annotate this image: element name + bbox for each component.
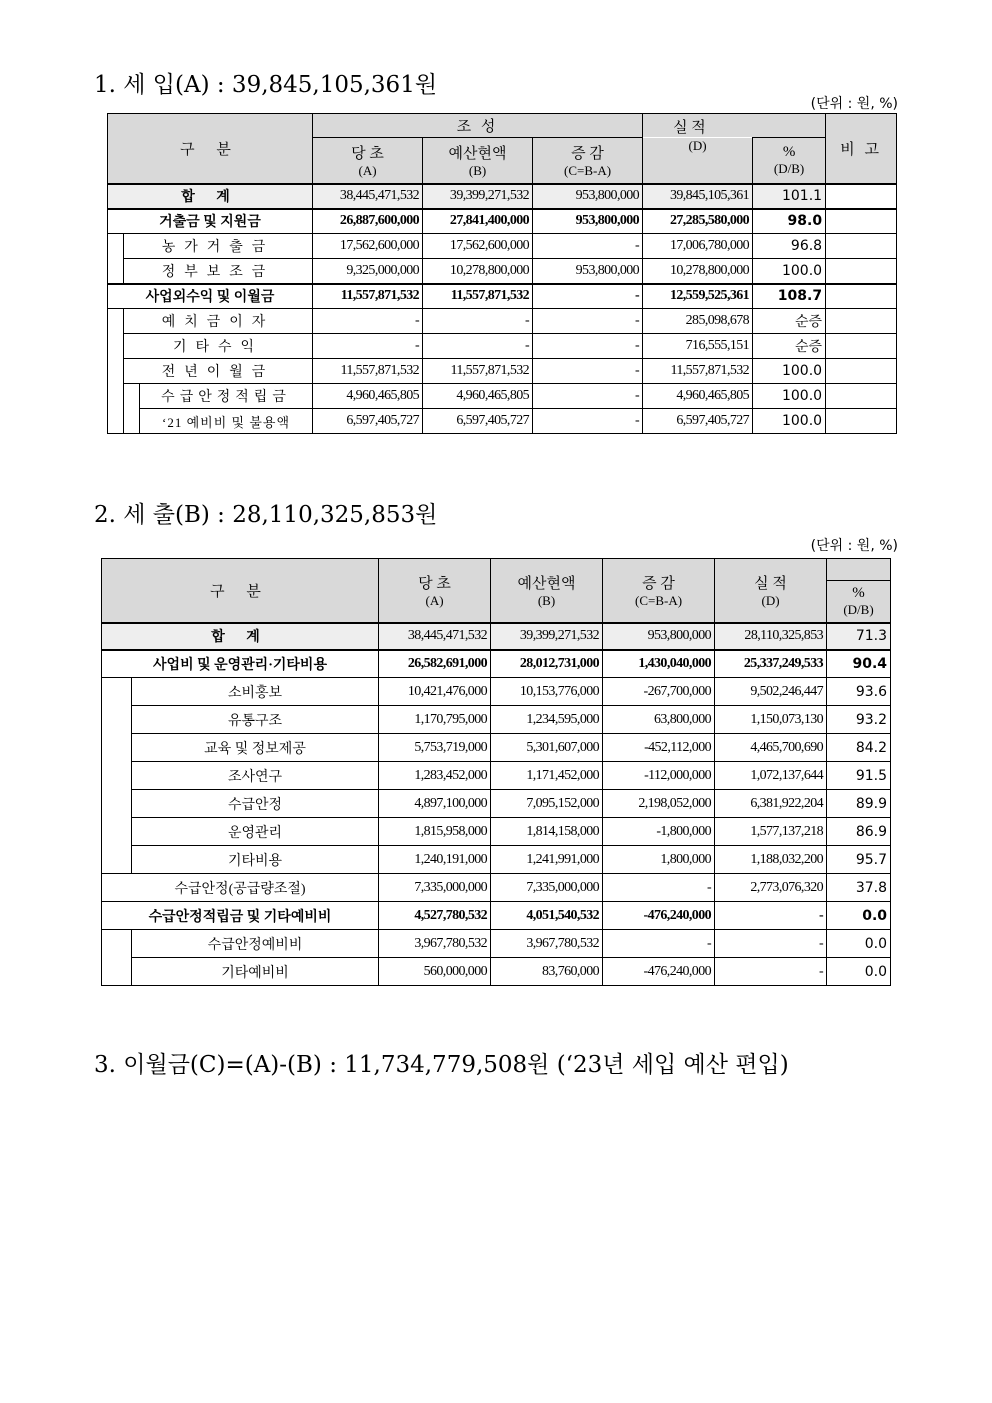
cell-change: - bbox=[533, 384, 643, 409]
table-row bbox=[108, 234, 897, 259]
cell-initial: - bbox=[313, 334, 423, 359]
cell-actual: 1,188,032,200 bbox=[715, 846, 827, 874]
cell-initial: 17,562,600,000 bbox=[313, 234, 423, 259]
cell-initial: 4,897,100,000 bbox=[379, 790, 491, 818]
cell-current: 39,399,271,532 bbox=[423, 184, 533, 209]
cell-current: - bbox=[423, 309, 533, 334]
cell-initial: 11,557,871,532 bbox=[313, 284, 423, 309]
row-label: 조사연구 bbox=[132, 762, 379, 790]
table-row bbox=[102, 902, 891, 930]
cell-pct: 86.9 bbox=[827, 818, 891, 846]
cell-change: 1,430,040,000 bbox=[603, 650, 715, 678]
cell-pct: 91.5 bbox=[827, 762, 891, 790]
header-current: 예산현액 (B) bbox=[423, 138, 533, 184]
cell-current: 10,278,800,000 bbox=[423, 259, 533, 284]
cell-current: 1,171,452,000 bbox=[491, 762, 603, 790]
cell-actual: 716,555,151 bbox=[643, 334, 753, 359]
cell-actual: 4,960,465,805 bbox=[643, 384, 753, 409]
cell-change: 953,800,000 bbox=[533, 184, 643, 209]
cell-initial: 1,240,191,000 bbox=[379, 846, 491, 874]
row-label: 유통구조 bbox=[132, 706, 379, 734]
header-current: 예산현액 (B) bbox=[491, 559, 603, 623]
table-row bbox=[102, 846, 891, 874]
cell-change: - bbox=[533, 234, 643, 259]
cell-change: - bbox=[533, 309, 643, 334]
cell-note bbox=[826, 384, 897, 409]
cell-pct: 90.4 bbox=[827, 650, 891, 678]
cell-current: 7,095,152,000 bbox=[491, 790, 603, 818]
header-category: 구 분 bbox=[108, 114, 313, 184]
cell-change: -476,240,000 bbox=[603, 902, 715, 930]
cell-current: 4,960,465,805 bbox=[423, 384, 533, 409]
table-row bbox=[102, 874, 891, 902]
cell-pct: 0.0 bbox=[827, 958, 891, 986]
cell-actual: 6,381,922,204 bbox=[715, 790, 827, 818]
cell-current: 1,234,595,000 bbox=[491, 706, 603, 734]
cell-pct: 100.0 bbox=[753, 259, 826, 284]
cell-change: 63,800,000 bbox=[603, 706, 715, 734]
indent-cell bbox=[108, 234, 124, 284]
cell-note bbox=[826, 409, 897, 434]
table-row bbox=[108, 409, 897, 434]
cell-initial: 1,815,958,000 bbox=[379, 818, 491, 846]
table-row bbox=[102, 650, 891, 678]
cell-pct: 순증 bbox=[753, 309, 826, 334]
table-row bbox=[108, 359, 897, 384]
cell-current: 1,814,158,000 bbox=[491, 818, 603, 846]
cell-pct: 98.0 bbox=[753, 209, 826, 234]
row-label: 수급안정적립금 및 기타예비비 bbox=[102, 902, 379, 930]
cell-actual: 28,110,325,853 bbox=[715, 623, 827, 650]
cell-pct: 0.0 bbox=[827, 902, 891, 930]
row-label: 수급안정 bbox=[132, 790, 379, 818]
row-label: 농가거출금 bbox=[124, 234, 313, 259]
section2-unit: (단위 : 원, %) bbox=[810, 538, 898, 554]
cell-change: 2,198,052,000 bbox=[603, 790, 715, 818]
row-label: 수급안정적립금 bbox=[140, 384, 313, 409]
table-row bbox=[102, 678, 891, 706]
cell-current: 6,597,405,727 bbox=[423, 409, 533, 434]
table-row bbox=[102, 930, 891, 958]
cell-actual: 1,150,073,130 bbox=[715, 706, 827, 734]
header-note: 비 고 bbox=[826, 114, 897, 184]
cell-change: - bbox=[533, 284, 643, 309]
cell-initial: 4,960,465,805 bbox=[313, 384, 423, 409]
cell-pct: 100.0 bbox=[753, 384, 826, 409]
revenue-table bbox=[107, 113, 897, 434]
cell-pct: 100.0 bbox=[753, 359, 826, 384]
cell-pct: 89.9 bbox=[827, 790, 891, 818]
cell-pct: 71.3 bbox=[827, 623, 891, 650]
cell-pct: 84.2 bbox=[827, 734, 891, 762]
row-label: 기타예비비 bbox=[132, 958, 379, 986]
cell-current: 83,760,000 bbox=[491, 958, 603, 986]
cell-actual: 4,465,700,690 bbox=[715, 734, 827, 762]
row-label: 합 계 bbox=[102, 623, 379, 650]
cell-actual: 12,559,525,361 bbox=[643, 284, 753, 309]
cell-note bbox=[826, 284, 897, 309]
cell-initial: 4,527,780,532 bbox=[379, 902, 491, 930]
cell-current: 28,012,731,000 bbox=[491, 650, 603, 678]
cell-actual: 1,072,137,644 bbox=[715, 762, 827, 790]
cell-current: 11,557,871,532 bbox=[423, 359, 533, 384]
row-label: 사업외수익 및 이월금 bbox=[108, 284, 313, 309]
cell-actual: - bbox=[715, 902, 827, 930]
table-row bbox=[102, 818, 891, 846]
cell-change: -1,800,000 bbox=[603, 818, 715, 846]
row-label: 수급안정예비비 bbox=[132, 930, 379, 958]
header-category: 구 분 bbox=[102, 559, 379, 623]
cell-initial: 26,887,600,000 bbox=[313, 209, 423, 234]
row-label: 합 계 bbox=[108, 184, 313, 209]
cell-change: 953,800,000 bbox=[603, 623, 715, 650]
cell-initial: 1,283,452,000 bbox=[379, 762, 491, 790]
table-row bbox=[102, 706, 891, 734]
cell-initial: - bbox=[313, 309, 423, 334]
table-row bbox=[102, 958, 891, 986]
cell-pct: 100.0 bbox=[753, 409, 826, 434]
section2-heading: 2. 세 출(B) : 28,110,325,853원 bbox=[94, 502, 438, 528]
cell-note bbox=[826, 334, 897, 359]
cell-pct: 93.6 bbox=[827, 678, 891, 706]
header-pct-spacer bbox=[827, 559, 891, 581]
cell-change: - bbox=[533, 334, 643, 359]
header-composition: 조 성 bbox=[313, 114, 643, 138]
cell-pct: 108.7 bbox=[753, 284, 826, 309]
cell-current: 7,335,000,000 bbox=[491, 874, 603, 902]
row-label: 소비홍보 bbox=[132, 678, 379, 706]
table-row bbox=[108, 309, 897, 334]
cell-pct: 순증 bbox=[753, 334, 826, 359]
row-label: 거출금 및 지원금 bbox=[108, 209, 313, 234]
cell-pct: 96.8 bbox=[753, 234, 826, 259]
cell-initial: 560,000,000 bbox=[379, 958, 491, 986]
row-label: ‘21 예비비 및 불용액 bbox=[140, 409, 313, 434]
cell-current: 5,301,607,000 bbox=[491, 734, 603, 762]
table-row bbox=[108, 184, 897, 209]
cell-change: 1,800,000 bbox=[603, 846, 715, 874]
cell-initial: 6,597,405,727 bbox=[313, 409, 423, 434]
header-initial: 당 초 (A) bbox=[313, 138, 423, 184]
cell-actual: 25,337,249,533 bbox=[715, 650, 827, 678]
cell-pct: 101.1 bbox=[753, 184, 826, 209]
row-label: 기타비용 bbox=[132, 846, 379, 874]
table-row bbox=[102, 762, 891, 790]
cell-actual: 9,502,246,447 bbox=[715, 678, 827, 706]
cell-actual: 11,557,871,532 bbox=[643, 359, 753, 384]
table-row bbox=[102, 790, 891, 818]
cell-actual: 27,285,580,000 bbox=[643, 209, 753, 234]
table-row bbox=[102, 734, 891, 762]
cell-pct: 37.8 bbox=[827, 874, 891, 902]
cell-pct: 95.7 bbox=[827, 846, 891, 874]
cell-initial: 26,582,691,000 bbox=[379, 650, 491, 678]
cell-current: 17,562,600,000 bbox=[423, 234, 533, 259]
cell-initial: 11,557,871,532 bbox=[313, 359, 423, 384]
cell-change: - bbox=[603, 930, 715, 958]
row-label: 운영관리 bbox=[132, 818, 379, 846]
table-row bbox=[102, 623, 891, 650]
cell-change: -476,240,000 bbox=[603, 958, 715, 986]
header-change: 증 감 (C=B-A) bbox=[603, 559, 715, 623]
cell-current: 39,399,271,532 bbox=[491, 623, 603, 650]
row-label: 사업비 및 운영관리·기타비용 bbox=[102, 650, 379, 678]
cell-current: 4,051,540,532 bbox=[491, 902, 603, 930]
cell-note bbox=[826, 309, 897, 334]
row-label: 예치금이자 bbox=[124, 309, 313, 334]
cell-change: -112,000,000 bbox=[603, 762, 715, 790]
row-label: 기타수익 bbox=[124, 334, 313, 359]
header-actual-sub: (D) bbox=[643, 138, 753, 184]
table-row bbox=[108, 384, 897, 409]
cell-initial: 5,753,719,000 bbox=[379, 734, 491, 762]
indent-cell bbox=[124, 384, 140, 434]
cell-note bbox=[826, 209, 897, 234]
cell-initial: 7,335,000,000 bbox=[379, 874, 491, 902]
row-label: 정부보조금 bbox=[124, 259, 313, 284]
cell-actual: - bbox=[715, 930, 827, 958]
header-change: 증 감 (C=B-A) bbox=[533, 138, 643, 184]
cell-current: - bbox=[423, 334, 533, 359]
cell-initial: 9,325,000,000 bbox=[313, 259, 423, 284]
section1-unit: (단위 : 원, %) bbox=[810, 96, 898, 112]
cell-actual: 6,597,405,727 bbox=[643, 409, 753, 434]
cell-pct: 93.2 bbox=[827, 706, 891, 734]
cell-actual: 17,006,780,000 bbox=[643, 234, 753, 259]
cell-change: -452,112,000 bbox=[603, 734, 715, 762]
table-row bbox=[108, 334, 897, 359]
header-actual: 실 적 (D) bbox=[715, 559, 827, 623]
cell-note bbox=[826, 234, 897, 259]
cell-note bbox=[826, 259, 897, 284]
cell-actual: 39,845,105,361 bbox=[643, 184, 753, 209]
cell-actual: 10,278,800,000 bbox=[643, 259, 753, 284]
cell-change: - bbox=[533, 359, 643, 384]
cell-current: 10,153,776,000 bbox=[491, 678, 603, 706]
cell-initial: 10,421,476,000 bbox=[379, 678, 491, 706]
cell-initial: 3,967,780,532 bbox=[379, 930, 491, 958]
table-row bbox=[108, 284, 897, 309]
cell-initial: 1,170,795,000 bbox=[379, 706, 491, 734]
cell-change: 953,800,000 bbox=[533, 209, 643, 234]
indent-cell bbox=[108, 309, 124, 434]
cell-note bbox=[826, 359, 897, 384]
header-actual: 실 적 bbox=[643, 114, 826, 138]
cell-change: 953,800,000 bbox=[533, 259, 643, 284]
cell-current: 27,841,400,000 bbox=[423, 209, 533, 234]
cell-pct: 0.0 bbox=[827, 930, 891, 958]
table-row bbox=[108, 209, 897, 234]
cell-change: - bbox=[603, 874, 715, 902]
expenditure-table bbox=[101, 558, 891, 986]
section3-heading: 3. 이월금(C)=(A)-(B) : 11,734,779,508원 (‘23년 세입 예산 편입) bbox=[94, 1052, 789, 1078]
cell-actual: - bbox=[715, 958, 827, 986]
indent-cell bbox=[102, 678, 132, 874]
cell-change: -267,700,000 bbox=[603, 678, 715, 706]
section1-heading: 1. 세 입(A) : 39,845,105,361원 bbox=[94, 72, 438, 98]
row-label: 수급안정(공급량조절) bbox=[102, 874, 379, 902]
cell-change: - bbox=[533, 409, 643, 434]
header-initial: 당 초 (A) bbox=[379, 559, 491, 623]
cell-actual: 285,098,678 bbox=[643, 309, 753, 334]
cell-current: 1,241,991,000 bbox=[491, 846, 603, 874]
cell-initial: 38,445,471,532 bbox=[313, 184, 423, 209]
cell-note bbox=[826, 184, 897, 209]
cell-initial: 38,445,471,532 bbox=[379, 623, 491, 650]
table-row bbox=[108, 259, 897, 284]
cell-current: 3,967,780,532 bbox=[491, 930, 603, 958]
indent-cell bbox=[102, 930, 132, 986]
cell-current: 11,557,871,532 bbox=[423, 284, 533, 309]
header-pct: % (D/B) bbox=[827, 581, 891, 623]
row-label: 전년이월금 bbox=[124, 359, 313, 384]
cell-actual: 1,577,137,218 bbox=[715, 818, 827, 846]
cell-actual: 2,773,076,320 bbox=[715, 874, 827, 902]
row-label: 교육 및 정보제공 bbox=[132, 734, 379, 762]
header-pct: % (D/B) bbox=[753, 138, 826, 184]
